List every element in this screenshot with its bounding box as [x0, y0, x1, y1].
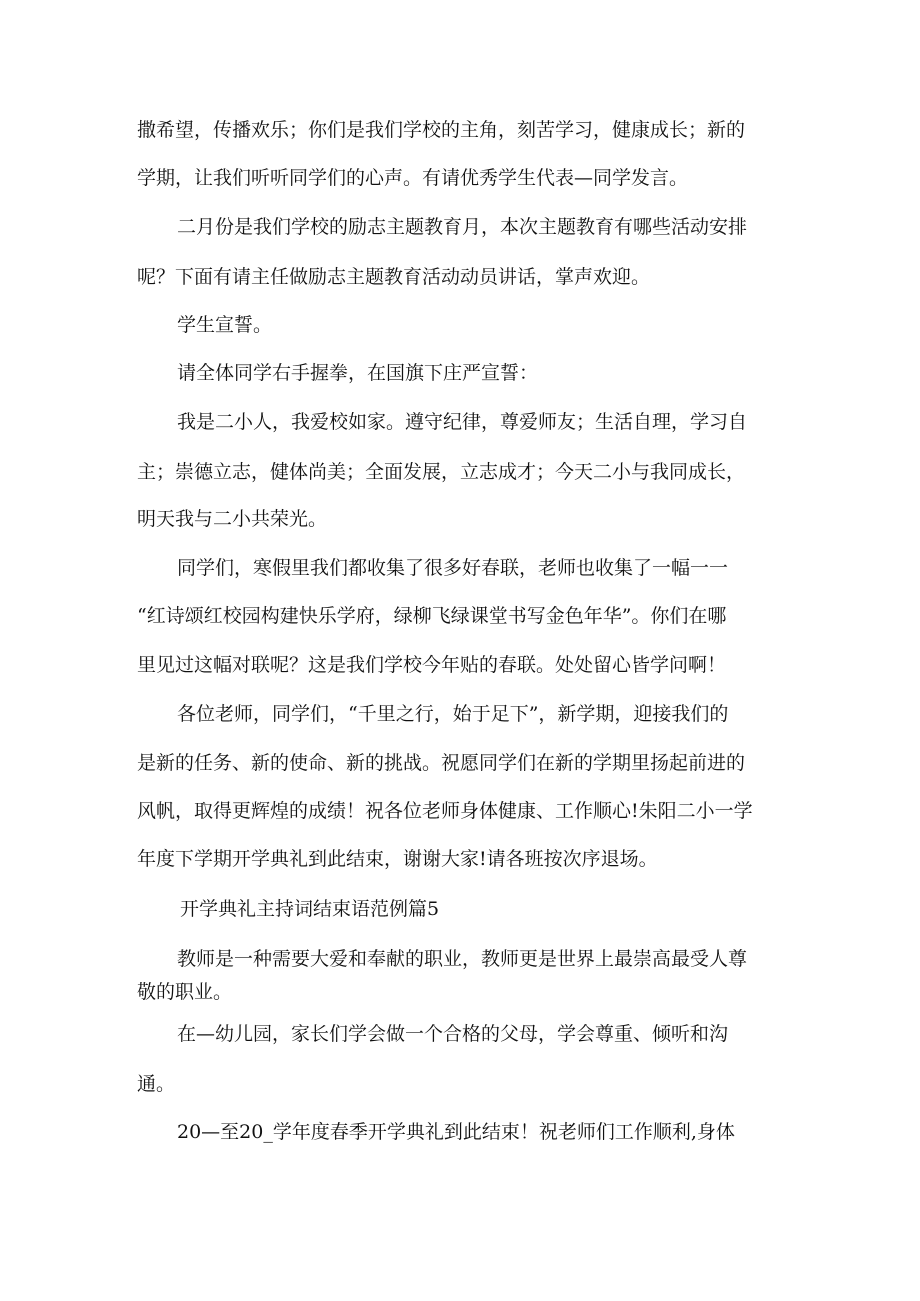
paragraph-7-line-2: 是新的任务、新的使命、新的挑战。祝愿同学们在新的学期里扬起前进的	[137, 752, 746, 774]
paragraph-7-line-3: 风帆，取得更辉煌的成绩！祝各位老师身体健康、工作顺心!朱阳二小一学	[137, 800, 753, 822]
paragraph-1-line-2: 学期，让我们听听同学们的心声。有请优秀学生代表—同学发言。	[137, 167, 689, 189]
paragraph-2-line-2: 呢？下面有请主任做励志主题教育活动动员讲话，掌声欢迎。	[137, 266, 651, 288]
paragraph-3-line-1: 学生宣誓。	[177, 314, 273, 336]
section-heading: 开学典礼主持词结束语范例篇5	[180, 898, 440, 920]
paragraph-9-line-1: 教师是一种需要大爱和奉献的职业，教师更是世界上最崇高最受人尊	[177, 948, 748, 970]
paragraph-5-line-3: 明天我与二小共荣光。	[137, 508, 328, 530]
paragraph-5-line-1: 我是二小人，我爱校如家。遵守纪律，尊爱师友；生活自理，学习自	[177, 411, 748, 433]
paragraph-11-line-1: 20—至20_学年度春季开学典礼到此结束！祝老师们工作顺利,身体	[177, 1121, 735, 1143]
paragraph-6-line-2: “红诗颂红校园构建快乐学府，绿柳飞绿课堂书写金色年华”。你们在哪	[137, 605, 727, 627]
paragraph-6-line-3: 里见过这幅对联呢？这是我们学校今年贴的春联。处处留心皆学问啊！	[137, 654, 727, 676]
paragraph-7-line-4: 年度下学期开学典礼到此结束，谢谢大家!请各班按次序退场。	[137, 848, 658, 870]
paragraph-9-line-2: 敬的职业。	[137, 981, 233, 1003]
paragraph-6-line-1: 同学们，寒假里我们都收集了很多好春联，老师也收集了一幅一一	[177, 557, 729, 579]
paragraph-5-line-2: 主；崇德立志，健体尚美；全面发展，立志成才；今天二小与我同成长，	[137, 461, 746, 483]
paragraph-7-line-1: 各位老师，同学们，“千里之行，始于足下”，新学期，迎接我们的	[177, 703, 729, 725]
paragraph-2-line-1: 二月份是我们学校的励志主题教育月，本次主题教育有哪些活动安排	[177, 216, 748, 238]
paragraph-10-line-2: 通。	[137, 1073, 176, 1095]
paragraph-4-line-1: 请全体同学右手握拳，在国旗下庄严宣誓：	[177, 362, 539, 384]
paragraph-10-line-1: 在—幼儿园，家长们学会做一个合格的父母，学会尊重、倾听和沟	[177, 1023, 729, 1045]
paragraph-1-line-1: 撒希望，传播欢乐；你们是我们学校的主角，刻苦学习，健康成长；新的	[137, 119, 746, 141]
